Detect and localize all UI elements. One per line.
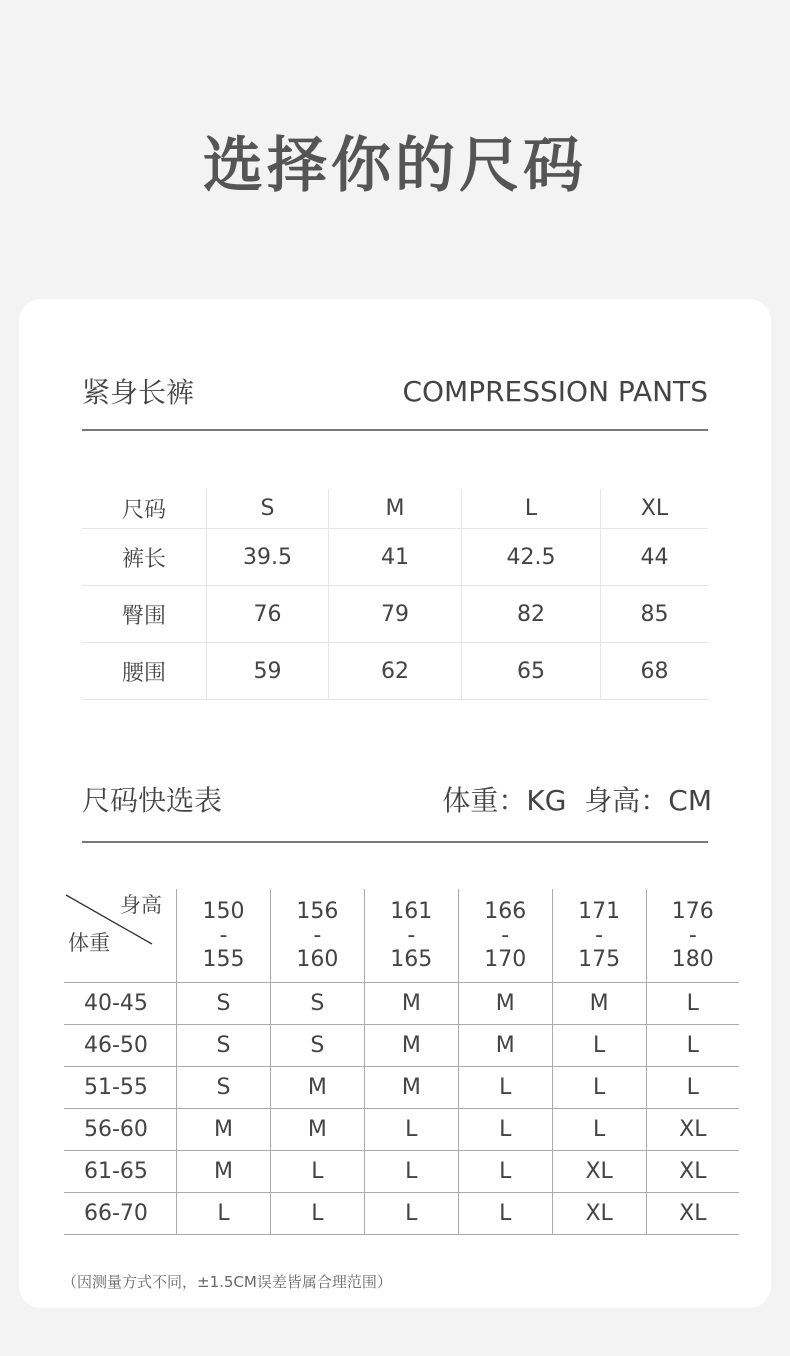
size-cell: S <box>270 983 364 1025</box>
size-cell: M <box>177 1109 271 1151</box>
size-cell: L <box>646 983 739 1025</box>
quick-title: 尺码快选表 <box>82 784 223 817</box>
table-row <box>64 1025 739 1067</box>
height-header: 161 - 165 <box>364 889 458 983</box>
section-divider <box>82 841 708 843</box>
table-row <box>82 643 708 700</box>
table-cell: 41 <box>329 529 462 586</box>
table-cell: 76 <box>207 586 329 643</box>
size-cell: M <box>177 1151 271 1193</box>
row-label: 臀围 <box>82 586 207 643</box>
height-header: 150 - 155 <box>177 889 271 983</box>
pants-size-table <box>82 489 708 700</box>
pants-title-cn: 紧身长裤 <box>82 376 195 409</box>
height-header: 171 - 175 <box>552 889 646 983</box>
table-cell: 62 <box>329 643 462 700</box>
weight-label: 66-70 <box>64 1193 177 1235</box>
size-card <box>19 299 771 1308</box>
size-cell: L <box>552 1025 646 1067</box>
height-header: 156 - 160 <box>270 889 364 983</box>
size-cell: M <box>458 1025 552 1067</box>
table-row <box>64 1151 739 1193</box>
table-row <box>64 983 739 1025</box>
table-row <box>82 529 708 586</box>
table-cell: 79 <box>329 586 462 643</box>
table-cell: 85 <box>601 586 709 643</box>
size-cell: S <box>270 1025 364 1067</box>
size-cell: L <box>458 1109 552 1151</box>
row-label: 腰围 <box>82 643 207 700</box>
corner-weight-label: 体重 <box>68 931 110 955</box>
pants-section-header <box>82 371 708 411</box>
table-row <box>64 1193 739 1235</box>
table-header-row <box>82 489 708 529</box>
table-row <box>64 1067 739 1109</box>
quick-units: 体重：KG 身高：CM <box>442 784 712 817</box>
table-cell: 44 <box>601 529 709 586</box>
size-cell: M <box>270 1109 364 1151</box>
table-row <box>64 1109 739 1151</box>
size-cell: XL <box>646 1109 739 1151</box>
quick-size-table <box>64 889 739 1235</box>
size-cell: L <box>364 1193 458 1235</box>
size-cell: L <box>552 1109 646 1151</box>
size-cell: M <box>458 983 552 1025</box>
size-cell: XL <box>552 1193 646 1235</box>
size-cell: XL <box>646 1193 739 1235</box>
size-cell: L <box>646 1025 739 1067</box>
table-cell: 68 <box>601 643 709 700</box>
size-cell: L <box>458 1067 552 1109</box>
size-cell: L <box>270 1193 364 1235</box>
height-header: 166 - 170 <box>458 889 552 983</box>
size-cell: S <box>177 983 271 1025</box>
section-divider <box>82 429 708 431</box>
weight-label: 40-45 <box>64 983 177 1025</box>
size-cell: M <box>270 1067 364 1109</box>
table-cell: 59 <box>207 643 329 700</box>
weight-label: 46-50 <box>64 1025 177 1067</box>
weight-label: 61-65 <box>64 1151 177 1193</box>
header-cell: XL <box>601 489 709 529</box>
size-cell: M <box>364 1067 458 1109</box>
size-cell: L <box>364 1109 458 1151</box>
table-cell: 39.5 <box>207 529 329 586</box>
table-cell: 82 <box>462 586 601 643</box>
size-cell: M <box>364 983 458 1025</box>
height-header: 176 - 180 <box>646 889 739 983</box>
table-row <box>82 586 708 643</box>
footnote: （因测量方式不同，±1.5CM误差皆属合理范围） <box>62 1273 392 1291</box>
quick-section-header <box>82 779 712 819</box>
size-cell: L <box>177 1193 271 1235</box>
size-cell: L <box>552 1067 646 1109</box>
page-title: 选择你的尺码 <box>203 131 587 201</box>
size-cell: L <box>364 1151 458 1193</box>
header-cell: L <box>462 489 601 529</box>
size-cell: L <box>270 1151 364 1193</box>
size-cell: L <box>458 1193 552 1235</box>
pants-title-en: COMPRESSION PANTS <box>402 374 708 408</box>
size-cell: XL <box>646 1151 739 1193</box>
header-cell: S <box>207 489 329 529</box>
table-cell: 65 <box>462 643 601 700</box>
corner-height-label: 身高 <box>120 893 162 917</box>
size-cell: XL <box>552 1151 646 1193</box>
row-label: 裤长 <box>82 529 207 586</box>
size-cell: S <box>177 1025 271 1067</box>
corner-cell <box>64 889 177 983</box>
table-cell: 42.5 <box>462 529 601 586</box>
weight-label: 51-55 <box>64 1067 177 1109</box>
size-cell: L <box>458 1151 552 1193</box>
size-cell: L <box>646 1067 739 1109</box>
header-cell: M <box>329 489 462 529</box>
size-cell: M <box>364 1025 458 1067</box>
header-cell: 尺码 <box>82 489 207 529</box>
size-cell: M <box>552 983 646 1025</box>
size-cell: S <box>177 1067 271 1109</box>
weight-label: 56-60 <box>64 1109 177 1151</box>
table-header-row <box>64 889 739 983</box>
